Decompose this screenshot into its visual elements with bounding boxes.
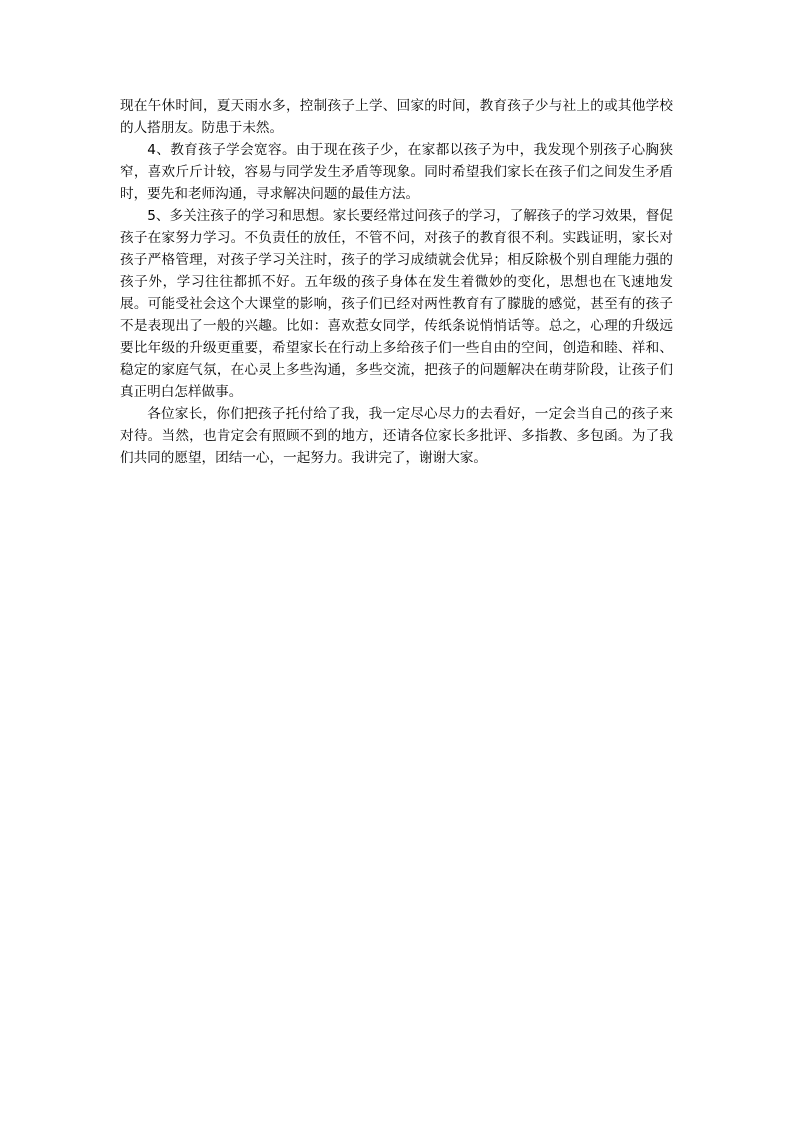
document-body (120, 95, 673, 469)
paragraph-closing: 各位家长，你们把孩子托付给了我，我一定尽心尽力的去看好，一定会当自己的孩子来对待。当然，也肯定会有照顾不到的地方，还请各位家长多批评、多指教、多包函。为了我们共同的愿望，团结一心，一起努力。我讲完了，谢谢大家。 (120, 406, 673, 466)
paragraph-continuation: 现在午休时间，夏天雨水多，控制孩子上学、回家的时间，教育孩子少与社上的或其他学校的人搭朋友。防患于未然。 (120, 98, 673, 136)
paragraph-item-4: 4、教育孩子学会宽容。由于现在孩子少，在家都以孩子为中，我发现个别孩子心胸狭窄，喜欢斤斤计较，容易与同学发生矛盾等现象。同时希望我们家长在孩子们之间发生矛盾时，要先和老师沟通，寻求解决问题的最佳方法。 (120, 142, 673, 202)
paragraph-item-5: 5、多关注孩子的学习和思想。家长要经常过问孩子的学习，了解孩子的学习效果，督促孩子在家努力学习。不负责任的放任，不管不问，对孩子的教育很不利。实践证明，家长对孩子严格管理，对孩子学习关注时，孩子的学习成绩就会优异；相反除极个别自理能力强的孩子外，学习往往都抓不好。五年级的孩子身体在发生着微妙的变化，思想也在飞速地发展。可能受社会这个大课堂的影响，孩子们已经对两性教育有了朦胧的感觉，甚至有的孩子不是表现出了一般的兴趣。比如：喜欢惹女同学，传纸条说悄悄话等。总之，心理的升级远要比年级的升级更重要，希望家长在行动上多给孩子们一些自由的空间，创造和睦、祥和、稳定的家庭气氛，在心灵上多些沟通，多些交流，把孩子的问题解决在萌芽阶段，让孩子们真正明白怎样做事。 (120, 208, 673, 400)
